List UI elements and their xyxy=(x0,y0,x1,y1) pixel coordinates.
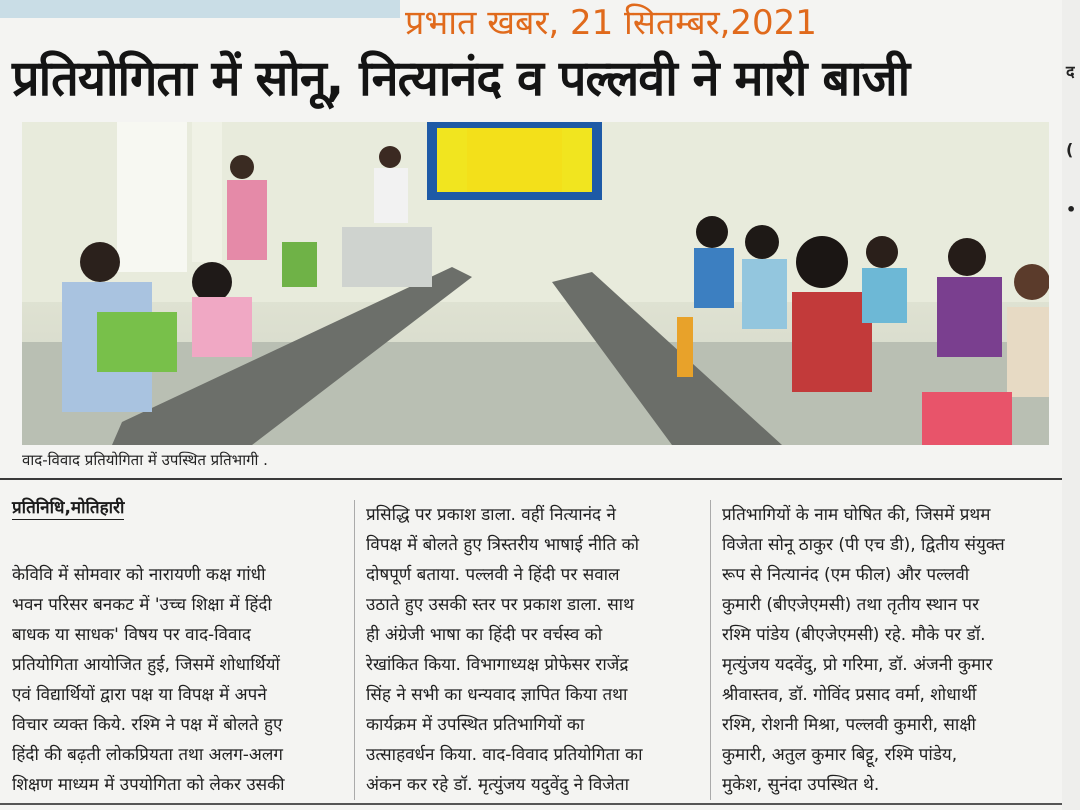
column-divider xyxy=(710,500,711,800)
separator-rule xyxy=(0,478,1062,480)
article-line: कुमारी (बीएजेएमसी) तथा तृतीय स्थान पर xyxy=(722,595,980,615)
article-line: रेखांकित किया. विभागाध्यक्ष प्रोफेसर राजेंद्र xyxy=(366,655,629,675)
article-line: मृत्युंजय यदवेंदु, प्रो गरिमा, डॉ. अंजनी कुमार xyxy=(722,655,993,675)
top-color-strip xyxy=(0,0,400,18)
article-line: उठाते हुए उसकी स्तर पर प्रकाश डाला. साथ xyxy=(366,595,634,615)
article-line: सिंह ने सभी का धन्यवाद ज्ञापित किया तथा xyxy=(366,685,628,705)
article-column-3 xyxy=(722,500,1052,800)
article-column-2 xyxy=(366,500,696,800)
article-line: रश्मि पांडेय (बीएजेएमसी) रहे. मौके पर डॉ. xyxy=(722,625,986,645)
article-line: प्रतियोगिता आयोजित हुई, जिसमें शोधार्थियों xyxy=(12,655,280,675)
article-column-1 xyxy=(12,560,342,800)
article-line: उत्साहवर्धन किया. वाद-विवाद प्रतियोगिता का xyxy=(366,745,643,765)
article-line: रश्मि, रोशनी मिश्रा, पल्लवी कुमारी, साक्षी xyxy=(722,715,976,735)
article-line: प्रसिद्धि पर प्रकाश डाला. वहीं नित्यानंद ने xyxy=(366,505,616,525)
article-line: अंकन कर रहे डॉ. मृत्युंजय यदुवेंदु ने विजेता xyxy=(366,775,629,795)
article-line: दोषपूर्ण बताया. पल्लवी ने हिंदी पर सवाल xyxy=(366,565,620,585)
article-line: श्रीवास्तव, डॉ. गोविंद प्रसाद वर्मा, शोधार्थी xyxy=(722,685,977,705)
article-line: भवन परिसर बनकट में 'उच्च शिक्षा में हिंदी xyxy=(12,595,272,615)
adjacent-column-edge: द ( • xyxy=(1062,0,1080,810)
article-line: हिंदी की बढ़ती लोकप्रियता तथा अलग-अलग xyxy=(12,745,283,765)
column-divider xyxy=(354,500,355,800)
article-line: विचार व्यक्त किये. रश्मि ने पक्ष में बोलते हुए xyxy=(12,715,283,735)
article-line: शिक्षण माध्यम में उपयोगिता को लेकर उसकी xyxy=(12,775,285,795)
source-line: प्रभात खबर, 21 सितम्बर,2021 xyxy=(405,3,817,43)
bottom-rule xyxy=(0,803,1062,805)
photo-caption: वाद-विवाद प्रतियोगिता में उपस्थित प्रतिभागी . xyxy=(22,451,268,469)
article-line: कुमारी, अतुल कुमार बिट्टू, रश्मि पांडेय, xyxy=(722,745,958,765)
article-line: ही अंग्रेजी भाषा का हिंदी पर वर्चस्व को xyxy=(366,625,603,645)
byline: प्रतिनिधि,मोतिहारी xyxy=(12,495,124,520)
classroom-scene-illustration xyxy=(22,122,1049,445)
article-line: केविवि में सोमवार को नारायणी कक्ष गांधी xyxy=(12,565,266,585)
article-line: रूप से नित्यानंद (एम फील) और पल्लवी xyxy=(722,565,970,585)
article-line: मुकेश, सुनंदा उपस्थित थे. xyxy=(722,775,880,795)
article-line: प्रतिभागियों के नाम घोषित की, जिसमें प्रथम xyxy=(722,505,991,525)
article-line: बाधक या साधक' विषय पर वाद-विवाद xyxy=(12,625,251,645)
article-line: विजेता सोनू ठाकुर (पी एच डी), द्वितीय संयुक्त xyxy=(722,535,1005,555)
headline: प्रतियोगिता में सोनू, नित्यानंद व पल्लवी ने मारी बाजी xyxy=(12,50,910,107)
article-line: कार्यक्रम में उपस्थित प्रतिभागियों का xyxy=(366,715,585,735)
article-line: एवं विद्यार्थियों द्वारा पक्ष या विपक्ष में अपने xyxy=(12,685,267,705)
article-line: विपक्ष में बोलते हुए त्रिस्तरीय भाषाई नीति को xyxy=(366,535,640,555)
event-photo xyxy=(22,122,1049,445)
